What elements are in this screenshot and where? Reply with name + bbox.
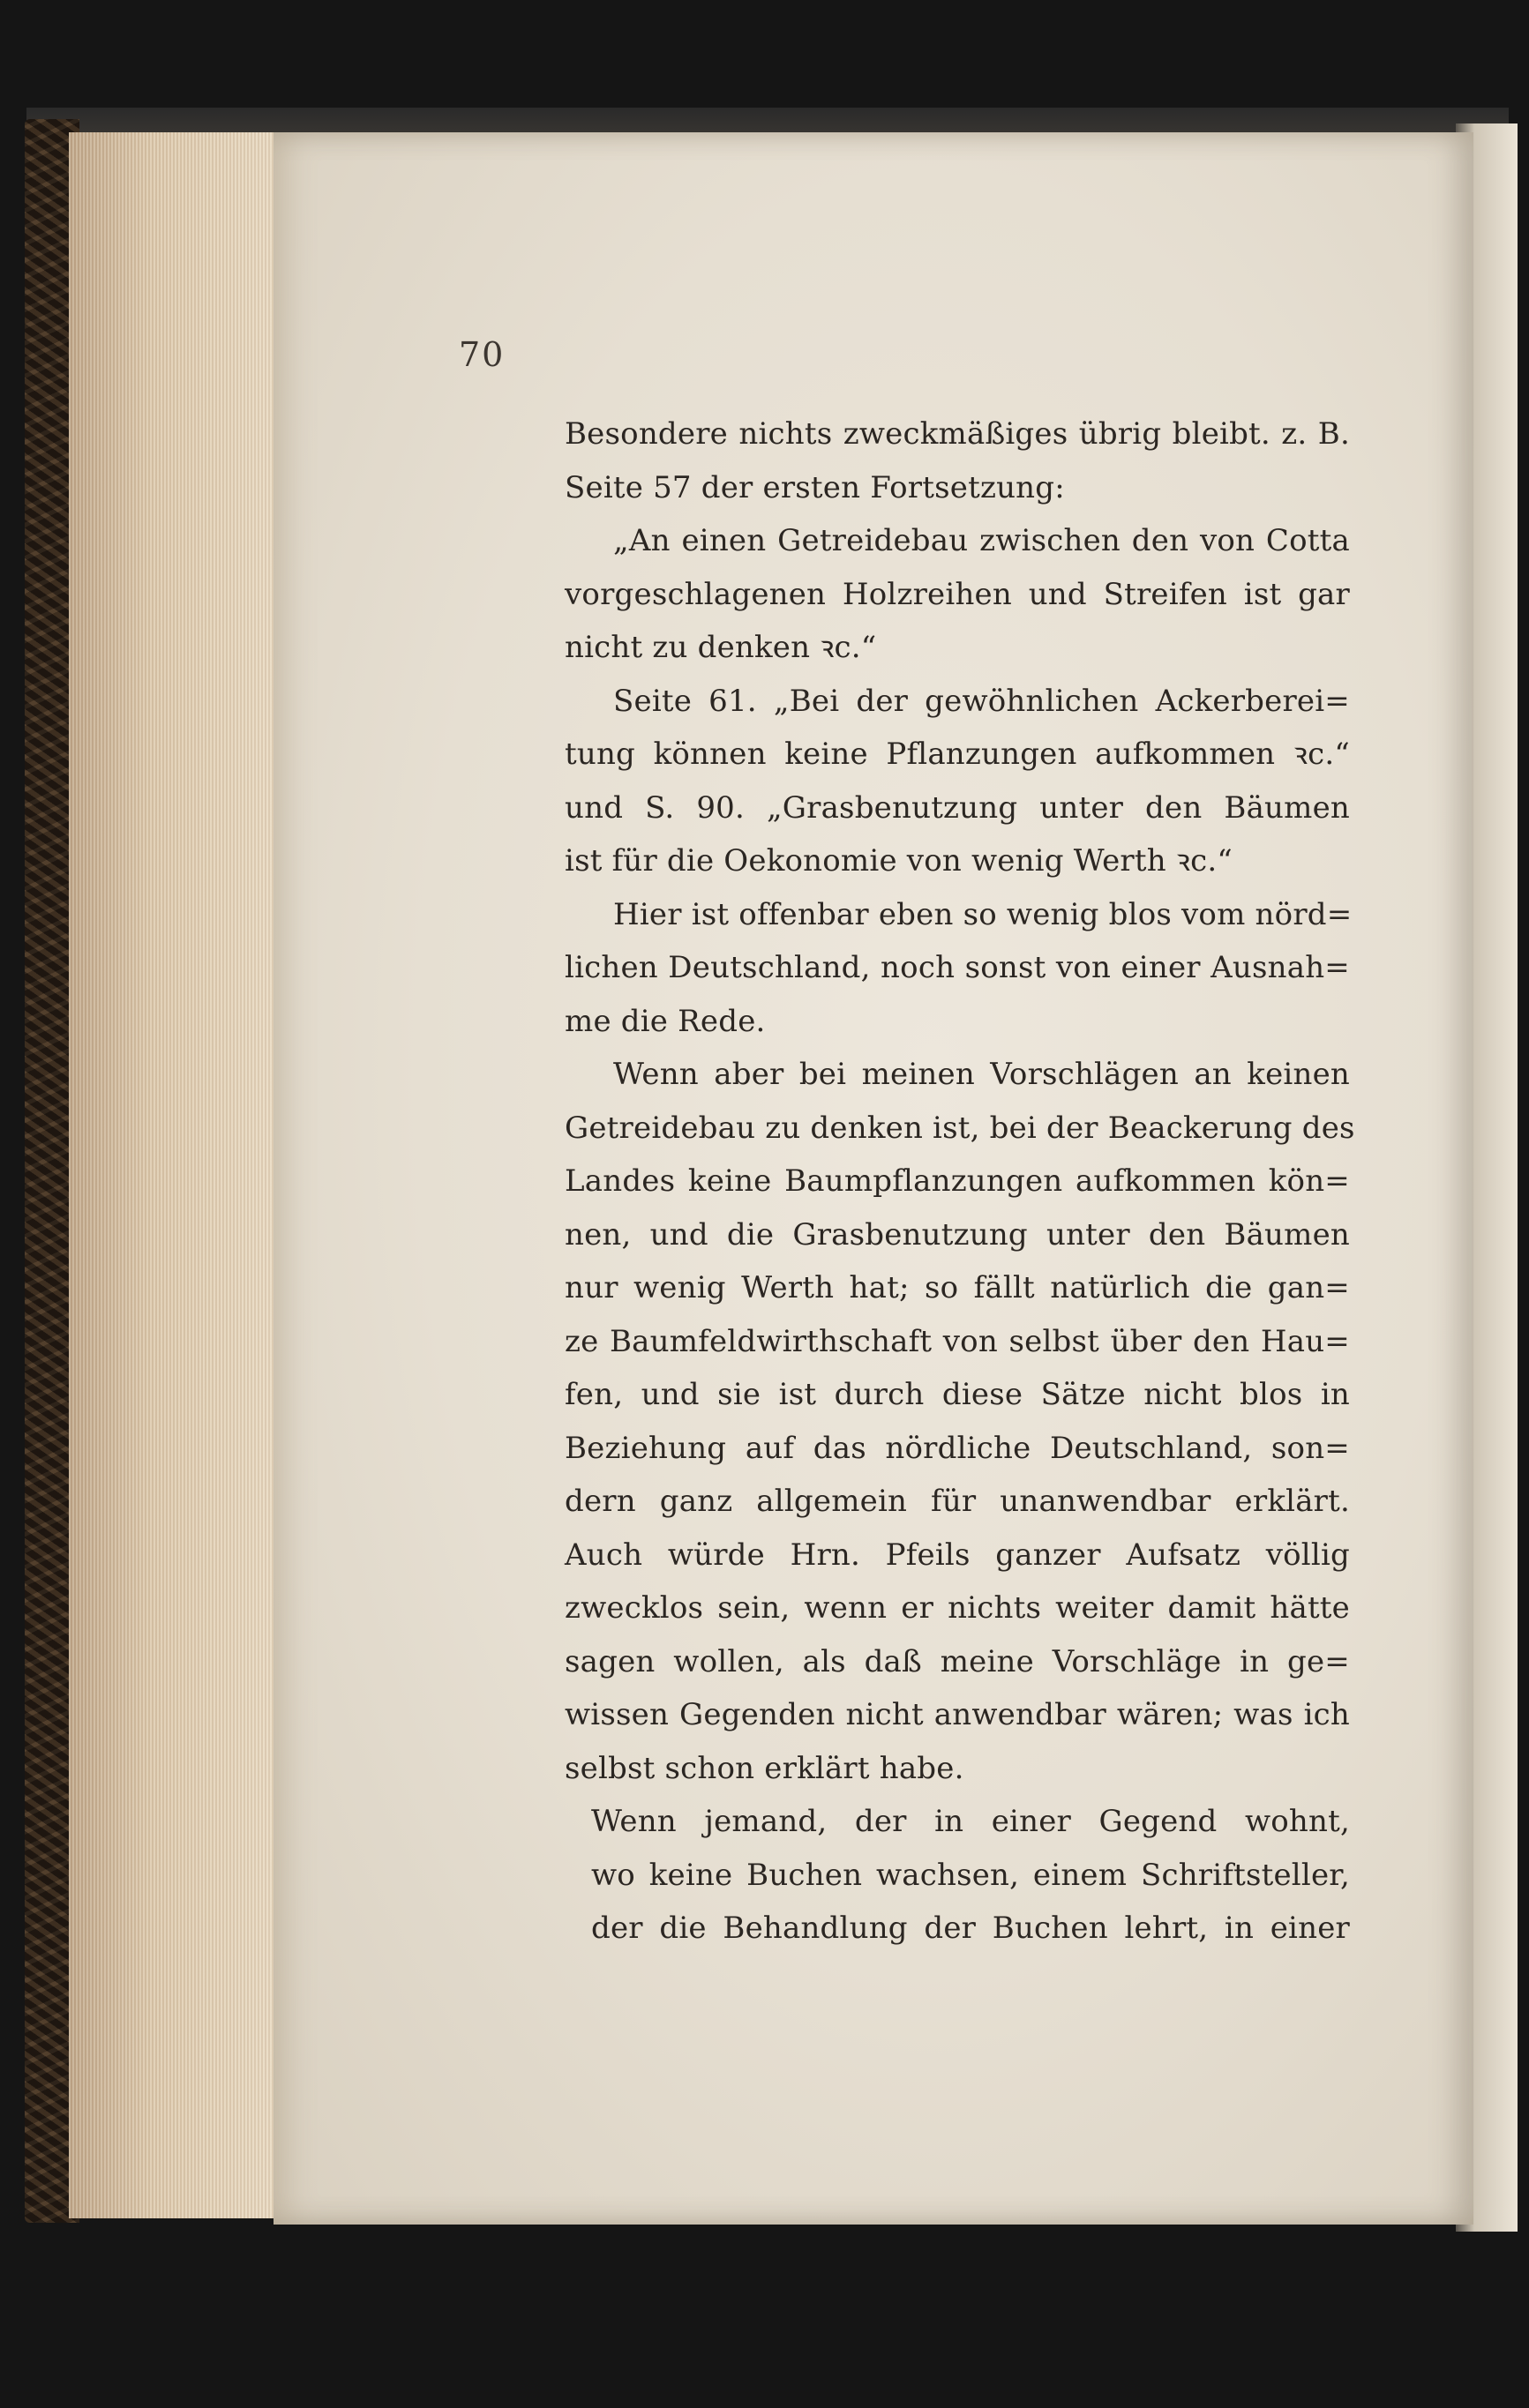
text-line: Auch würde Hrn. Pfeils ganzer Aufsatz völlig bbox=[565, 1537, 1350, 1573]
page-text bbox=[565, 408, 1355, 1956]
text-line: tung können keine Pflanzungen aufkommen ꝛc.“ bbox=[565, 737, 1350, 772]
text-line: der die Behandlung der Buchen lehrt, in einer bbox=[591, 1911, 1350, 1946]
text-line: Hier ist offenbar eben so wenig blos vom nörd= bbox=[613, 896, 1353, 932]
text-line: me die Rede. bbox=[565, 1003, 766, 1039]
text-line: ist für die Oekonomie von wenig Werth ꝛc.“ bbox=[565, 843, 1233, 879]
text-line: fen, und sie ist durch diese Sätze nicht blos in bbox=[565, 1377, 1350, 1412]
page-block-edge bbox=[69, 132, 281, 2218]
text-line: Landes keine Baumpflanzungen aufkommen kön= bbox=[565, 1163, 1350, 1199]
text-line: wissen Gegenden nicht anwendbar wären; was ich bbox=[565, 1697, 1350, 1732]
text-line: Beziehung auf das nördliche Deutschland, son= bbox=[565, 1430, 1350, 1466]
text-line: sagen wollen, als daß meine Vorschläge in ge= bbox=[565, 1643, 1350, 1679]
text-line: nen, und die Grasbenutzung unter den Bäumen bbox=[565, 1216, 1350, 1253]
page-number: 70 bbox=[459, 335, 506, 374]
text-line: nur wenig Werth hat; so fällt natürlich die gan= bbox=[565, 1270, 1350, 1305]
text-line: Besondere nichts zweckmäßiges übrig bleibt. z. B. bbox=[565, 416, 1350, 452]
text-line: Wenn jemand, der in einer Gegend wohnt, bbox=[591, 1804, 1350, 1839]
text-line: und S. 90. „Grasbenutzung unter den Bäumen bbox=[565, 789, 1350, 826]
text-line: lichen Deutschland, noch sonst von einer Ausnah= bbox=[565, 950, 1350, 985]
text-line: „An einen Getreidebau zwischen den von Cotta bbox=[613, 523, 1350, 558]
text-line: vorgeschlagenen Holzreihen und Streifen ist gar bbox=[565, 576, 1350, 612]
text-line: Seite 57 der ersten Fortsetzung: bbox=[565, 469, 1065, 505]
text-line: nicht zu denken ꝛc.“ bbox=[565, 630, 877, 665]
text-line: Getreidebau zu denken ist, bei der Beackerung des bbox=[565, 1110, 1355, 1146]
text-line: dern ganz allgemein für unanwendbar erklärt. bbox=[565, 1484, 1350, 1519]
text-line: Seite 61. „Bei der gewöhnlichen Ackerberei= bbox=[613, 683, 1350, 719]
text-line: ze Baumfeldwirthschaft von selbst über den Hau= bbox=[565, 1323, 1350, 1359]
text-line: wo keine Buchen wachsen, einem Schriftsteller, bbox=[591, 1857, 1350, 1893]
text-line: Wenn aber bei meinen Vorschlägen an keinen bbox=[613, 1057, 1350, 1092]
text-line: selbst schon erklärt habe. bbox=[565, 1750, 964, 1786]
text-line: zwecklos sein, wenn er nichts weiter damit hätte bbox=[565, 1590, 1350, 1626]
